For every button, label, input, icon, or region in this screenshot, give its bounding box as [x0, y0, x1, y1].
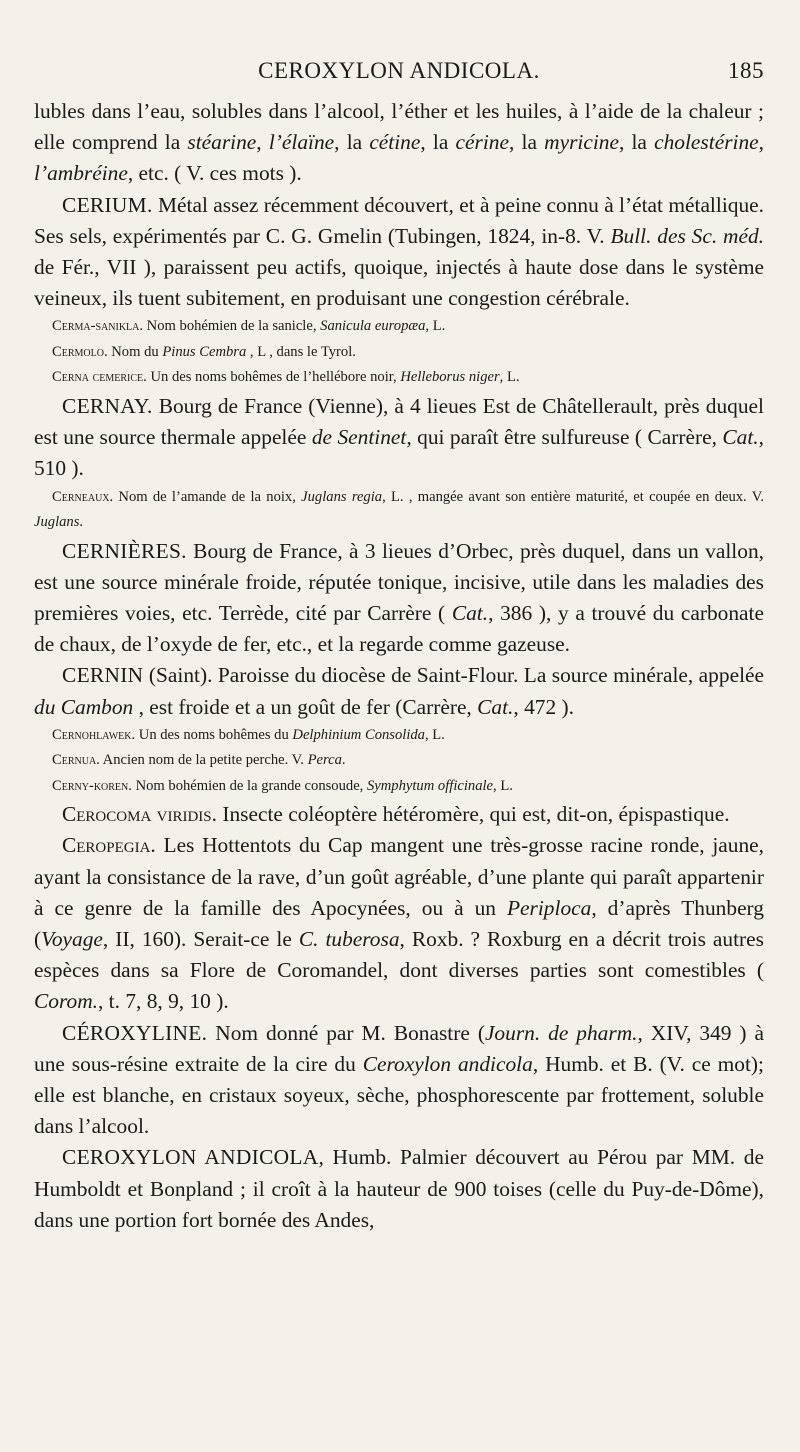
headword: CERIUM. [62, 192, 153, 217]
headword: Cerna cemerice. [52, 369, 147, 386]
headword: Cerny-koren. [52, 777, 132, 794]
entry-ceroxyline: CÉROXYLINE. Nom donné par M. Bonastre (Journ. de pharm., XIV, 349 ) à une sous-résine extraite de la cire du Ceroxylon andicola, Humb. et B. (V. ce mot); elle est blanche, en cristaux soyeux, sèche, phosphorescente par frottement, soluble dans l’alcool. [34, 1020, 765, 1139]
headword: Cerocoma viridis. [62, 802, 217, 827]
headword: CERNAY. [62, 393, 153, 418]
page-number: 185 [728, 58, 764, 83]
entry-cernohlawek: Cernohlawek. Un des noms bohêmes du Delphinium Consolida, L. [52, 726, 445, 743]
headword: Ceropegia. [62, 833, 156, 858]
running-title: CEROXYLON ANDICOLA. [258, 58, 540, 83]
entry-cerna-cemerice: Cerna cemerice. Un des noms bohêmes de l’hellébore noir, Helleborus niger, L. [52, 369, 520, 386]
headword: Cermolo. [52, 343, 108, 360]
entry-cernin: CERNIN (Saint). Paroisse du diocèse de Saint-Flour. La source minérale, appelée du Cambon , est froide et a un goût de fer (Carrère, Cat., 472 ). [34, 663, 764, 719]
running-head [34, 58, 764, 96]
dictionary-text [34, 96, 764, 1236]
entry-cerocoma: Cerocoma viridis. Insecte coléoptère hétéromère, qui est, dit-on, épispastique. [62, 802, 730, 827]
entry-cernieres: CERNIÈRES. Bourg de France, à 3 lieues d’Orbec, près duquel, dans un vallon, est une source minérale froide, réputée tonique, incisive, utile dans les maladies des premières voies, etc. Terrède, cité par Carrère ( Cat., 386 ), y a trouvé du carbonate de chaux, de l’oxyde de fer, etc., et la regarde comme gazeuse. [34, 538, 764, 657]
entry-continuation: lubles dans l’eau, solubles dans l’alcool, l’éther et les huiles, à l’aide de la chaleur ; elle comprend la stéarine, l’élaïne, la cétine, la cérine, la myricine, la cholestérine, l’ambréine, etc. ( V. ces mots ). [34, 99, 765, 186]
entry-cerma-sanikla: Cerma-sanikla. Nom bohémien de la sanicle, Sanicula europæa, L. [52, 318, 446, 335]
headword: CERNIÈRES. [62, 538, 187, 563]
headword: CÉROXYLINE. [62, 1020, 208, 1045]
headword: Cernua. [52, 752, 100, 769]
headword: Cerneaux. [52, 488, 114, 505]
entry-cernay: CERNAY. Bourg de France (Vienne), à 4 lieues Est de Châtellerault, près duquel est une source thermale appelée de Sentinet, qui paraît être sulfureuse ( Carrère, Cat., 510 ). [34, 393, 764, 481]
entry-cermolo: Cermolo. Nom du Pinus Cembra , L , dans le Tyrol. [52, 343, 356, 360]
entry-cerneaux: Cerneaux. Nom de l’amande de la noix, Juglans regia, L. , mangée avant son entière maturité, et coupée en deux. V. Juglans. [34, 488, 765, 531]
headword: Cerma-sanikla. [52, 318, 144, 335]
entry-cernua: Cernua. Ancien nom de la petite perche. V. Perca. [52, 752, 346, 769]
entry-ceroxylon-andicola: CEROXYLON ANDICOLA, Humb. Palmier découvert au Pérou par MM. de Humboldt et Bonpland ; il croît à la hauteur de 900 toises (celle du Puy-de-Dôme), dans une portion fort bornée des Andes, [34, 1145, 764, 1232]
headword: Cernohlawek. [52, 726, 136, 743]
headword: CERNIN [62, 663, 144, 688]
entry-cerium: CERIUM. Métal assez récemment découvert, et à peine connu à l’état métallique. Ses sels, expérimentés par C. G. Gmelin (Tubingen, 1824, in-8. V. Bull. des Sc. méd. de Fér., VII ), paraissent peu actifs, quoique, injectés à haute dose dans le système veineux, ils tuent subitement, en produisant une congestion cérébrale. [34, 192, 764, 311]
headword: CEROXYLON ANDICOLA [62, 1145, 319, 1170]
entry-cerny-koren: Cerny-koren. Nom bohémien de la grande consoude, Symphytum officinale, L. [52, 777, 513, 794]
entry-ceropegia: Ceropegia. Les Hottentots du Cap mangent une très-grosse racine ronde, jaune, ayant la consistance de la rave, d’un goût agréable, d’une plante qui paraît appartenir à ce genre de la famille des Apocynées, ou à un Periploca, d’après Thunberg (Voyage, II, 160). Serait-ce le C. tuberosa, Roxb. ? Roxburg en a décrit trois autres espèces dans sa Flore de Coromandel, dont diverses parties sont comestibles ( Corom., t. 7, 8, 9, 10 ). [34, 833, 764, 1014]
